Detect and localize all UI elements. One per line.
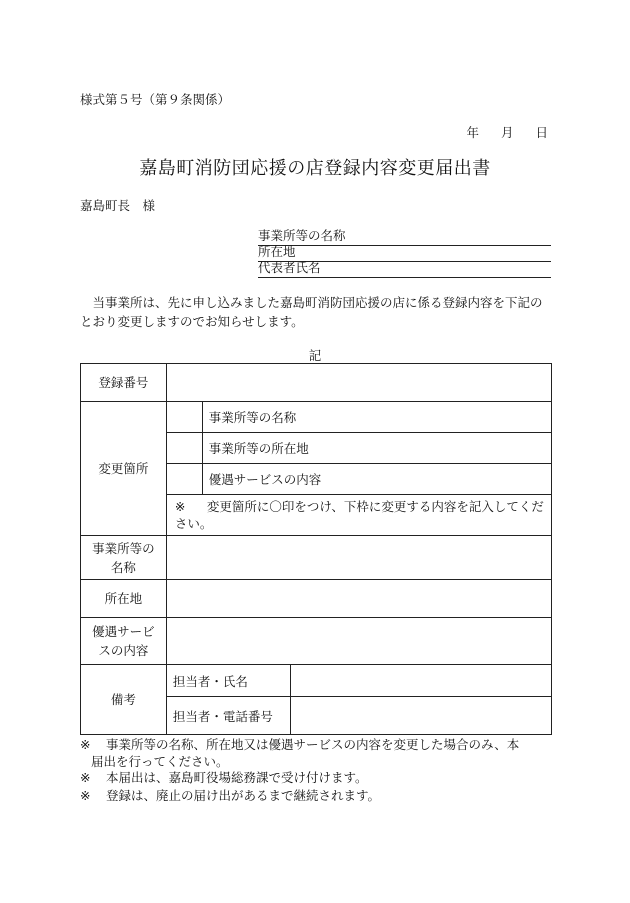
- change-note-text: 変更箇所に〇印をつけ、下枠に変更する内容を記入してください。: [174, 499, 544, 531]
- date-day: 日: [535, 125, 548, 140]
- footnote-2: [80, 769, 550, 786]
- change-option-service: 優遇サービスの内容: [202, 464, 551, 495]
- footnote-3: [80, 787, 550, 804]
- service-row-label: 優遇サービ スの内容: [81, 618, 167, 665]
- business-name-label: 事業所等の名称: [258, 228, 346, 243]
- footnote-mark: ※: [80, 770, 91, 785]
- business-name-field[interactable]: [258, 229, 551, 246]
- contact-phone-input[interactable]: [290, 697, 551, 735]
- footnote-1-line-2: 届出を行ってください。: [91, 754, 229, 769]
- change-note: [166, 495, 551, 536]
- address-label: 所在地: [258, 244, 296, 259]
- representative-label: 代表者氏名: [258, 260, 321, 275]
- page-title: 嘉島町消防団応援の店登録内容変更届出書: [139, 158, 491, 179]
- footnote-1: [80, 736, 550, 770]
- footnote-1-line-1: 事業所等の名称、所在地又は優遇サービスの内容を変更した場合のみ、本: [106, 737, 520, 752]
- ki-heading: 記: [308, 348, 322, 363]
- form-number: 様式第５号（第９条関係）: [80, 92, 231, 107]
- date-year: 年: [466, 125, 479, 140]
- footnote-mark: ※: [80, 737, 91, 752]
- addressee: 嘉島町長 様: [80, 198, 156, 213]
- footnote-2-text: 本届出は、嘉島町役場総務課で受け付けます。: [106, 770, 368, 785]
- change-location-label: 変更箇所: [81, 402, 167, 536]
- change-option-address: 事業所等の所在地: [202, 433, 551, 464]
- representative-field[interactable]: [258, 261, 551, 278]
- intro-text: 当事業所は、先に申し込みました嘉島町消防団応援の店に係る登録内容を下記のとおり変更しますのでお知らせします。: [80, 295, 543, 329]
- change-form-table: [80, 363, 552, 735]
- footnote-mark: ※: [80, 788, 91, 803]
- address-row-label: 所在地: [81, 580, 167, 618]
- address-input[interactable]: [166, 580, 551, 618]
- remarks-label: 備考: [81, 665, 167, 735]
- contact-name-input[interactable]: [290, 665, 551, 697]
- change-mark-cell-name[interactable]: [166, 402, 202, 433]
- registration-number-input[interactable]: [166, 364, 551, 402]
- date-line: [444, 123, 548, 141]
- business-name-input[interactable]: [166, 536, 551, 580]
- footnote-3-text: 登録は、廃止の届け出があるまで継続されます。: [106, 788, 381, 803]
- change-mark-cell-address[interactable]: [166, 433, 202, 464]
- change-option-name: 事業所等の名称: [202, 402, 551, 433]
- business-name-row-label: 事業所等の 名称: [81, 536, 167, 580]
- contact-name-label: 担当者・氏名: [166, 665, 290, 697]
- change-mark-cell-service[interactable]: [166, 464, 202, 495]
- date-month: 月: [500, 125, 514, 140]
- contact-phone-label: 担当者・電話番号: [166, 697, 290, 735]
- note-mark: ※: [174, 499, 186, 514]
- registration-number-label: 登録番号: [81, 364, 167, 402]
- service-input[interactable]: [166, 618, 551, 665]
